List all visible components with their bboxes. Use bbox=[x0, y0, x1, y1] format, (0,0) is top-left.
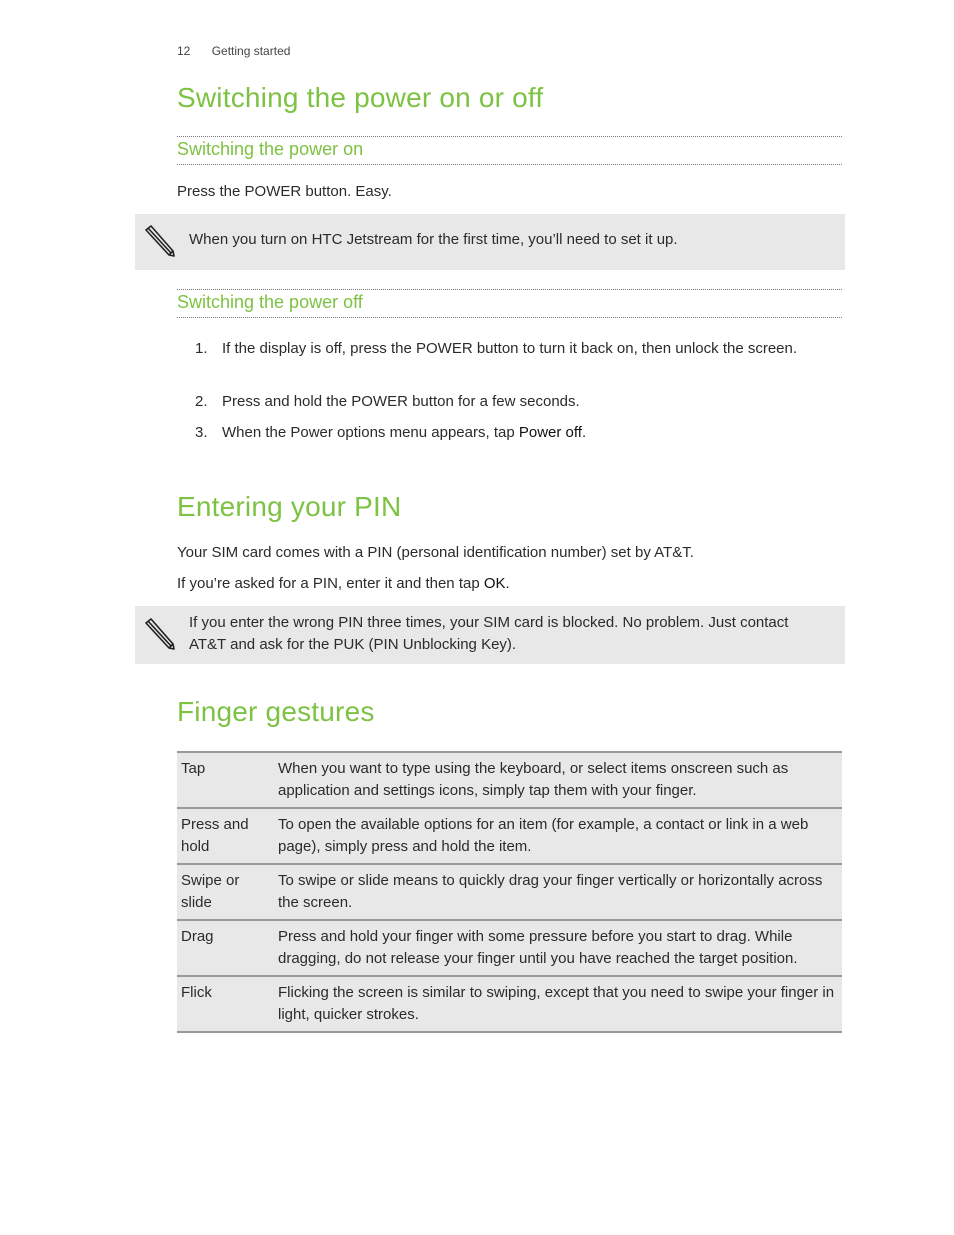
note-text: If you enter the wrong PIN three times, your SIM card is blocked. No problem. Just contact AT&T and ask for the PUK (PIN Unblocking Key). bbox=[189, 614, 789, 653]
note-text: When you turn on HTC Jetstream for the first time, you’ll need to set it up. bbox=[189, 231, 678, 248]
gesture-description: Flicking the screen is similar to swiping, except that you need to swipe your finger in light, quicker strokes. bbox=[274, 976, 842, 1032]
gesture-term: Flick bbox=[177, 976, 274, 1032]
gesture-term: Press and hold bbox=[177, 808, 274, 864]
table-row bbox=[177, 920, 842, 976]
gestures-table bbox=[177, 751, 842, 1033]
pin-title: Entering your PIN bbox=[177, 491, 402, 522]
ui-term-power-off: Power off bbox=[518, 424, 582, 441]
gesture-term: Tap bbox=[177, 752, 274, 808]
list-number: 2. bbox=[195, 393, 208, 410]
gesture-description: When you want to type using the keyboard, or select items onscreen such as application and settings icons, simply tap them with your finger. bbox=[274, 752, 842, 808]
pin-para-2 bbox=[177, 575, 510, 592]
pencil-icon bbox=[142, 617, 176, 651]
power-on-text: Press the POWER button. Easy. bbox=[177, 183, 392, 200]
pin-note bbox=[135, 606, 845, 664]
list-text bbox=[222, 422, 845, 444]
list-text: If the display is off, press the POWER button to turn it back on, then unlock the screen. bbox=[222, 340, 798, 357]
gesture-term: Drag bbox=[177, 920, 274, 976]
page-header bbox=[177, 44, 290, 58]
table-row bbox=[177, 864, 842, 920]
power-title: Switching the power on or off bbox=[177, 82, 544, 113]
table-row bbox=[177, 752, 842, 808]
pin-para-2-before: If you’re asked for a PIN, enter it and then tap bbox=[177, 575, 484, 592]
power-off-subtitle: Switching the power off bbox=[177, 292, 363, 312]
power-on-subtitle: Switching the power on bbox=[177, 139, 364, 159]
gesture-description: Press and hold your finger with some pressure before you start to drag. While dragging, do not release your finger until you have reached the target position. bbox=[274, 920, 842, 976]
list-text-after: . bbox=[581, 424, 587, 441]
ui-term-ok: OK bbox=[483, 575, 506, 592]
power-on-note bbox=[135, 214, 845, 270]
gesture-description: To swipe or slide means to quickly drag your finger vertically or horizontally across the screen. bbox=[274, 864, 842, 920]
page-number: 12 bbox=[177, 44, 191, 58]
list-number: 1. bbox=[195, 340, 208, 357]
gesture-description: To open the available options for an item (for example, a contact or link in a web page), simply press and hold the item. bbox=[274, 808, 842, 864]
pencil-icon bbox=[142, 224, 176, 258]
pin-para-2-after: . bbox=[505, 575, 510, 592]
pin-para-1: Your SIM card comes with a PIN (personal identification number) set by AT&T. bbox=[177, 544, 694, 561]
power-off-subheading-box bbox=[177, 289, 842, 318]
list-text: Press and hold the POWER button for a few seconds. bbox=[222, 393, 580, 410]
power-on-subheading-box bbox=[177, 136, 842, 165]
table-row bbox=[177, 976, 842, 1032]
list-text-before: When the Power options menu appears, tap bbox=[222, 424, 519, 441]
table-row bbox=[177, 808, 842, 864]
gesture-term: Swipe or slide bbox=[177, 864, 274, 920]
gestures-title: Finger gestures bbox=[177, 696, 375, 727]
section-name: Getting started bbox=[211, 44, 291, 58]
list-number: 3. bbox=[195, 424, 208, 441]
